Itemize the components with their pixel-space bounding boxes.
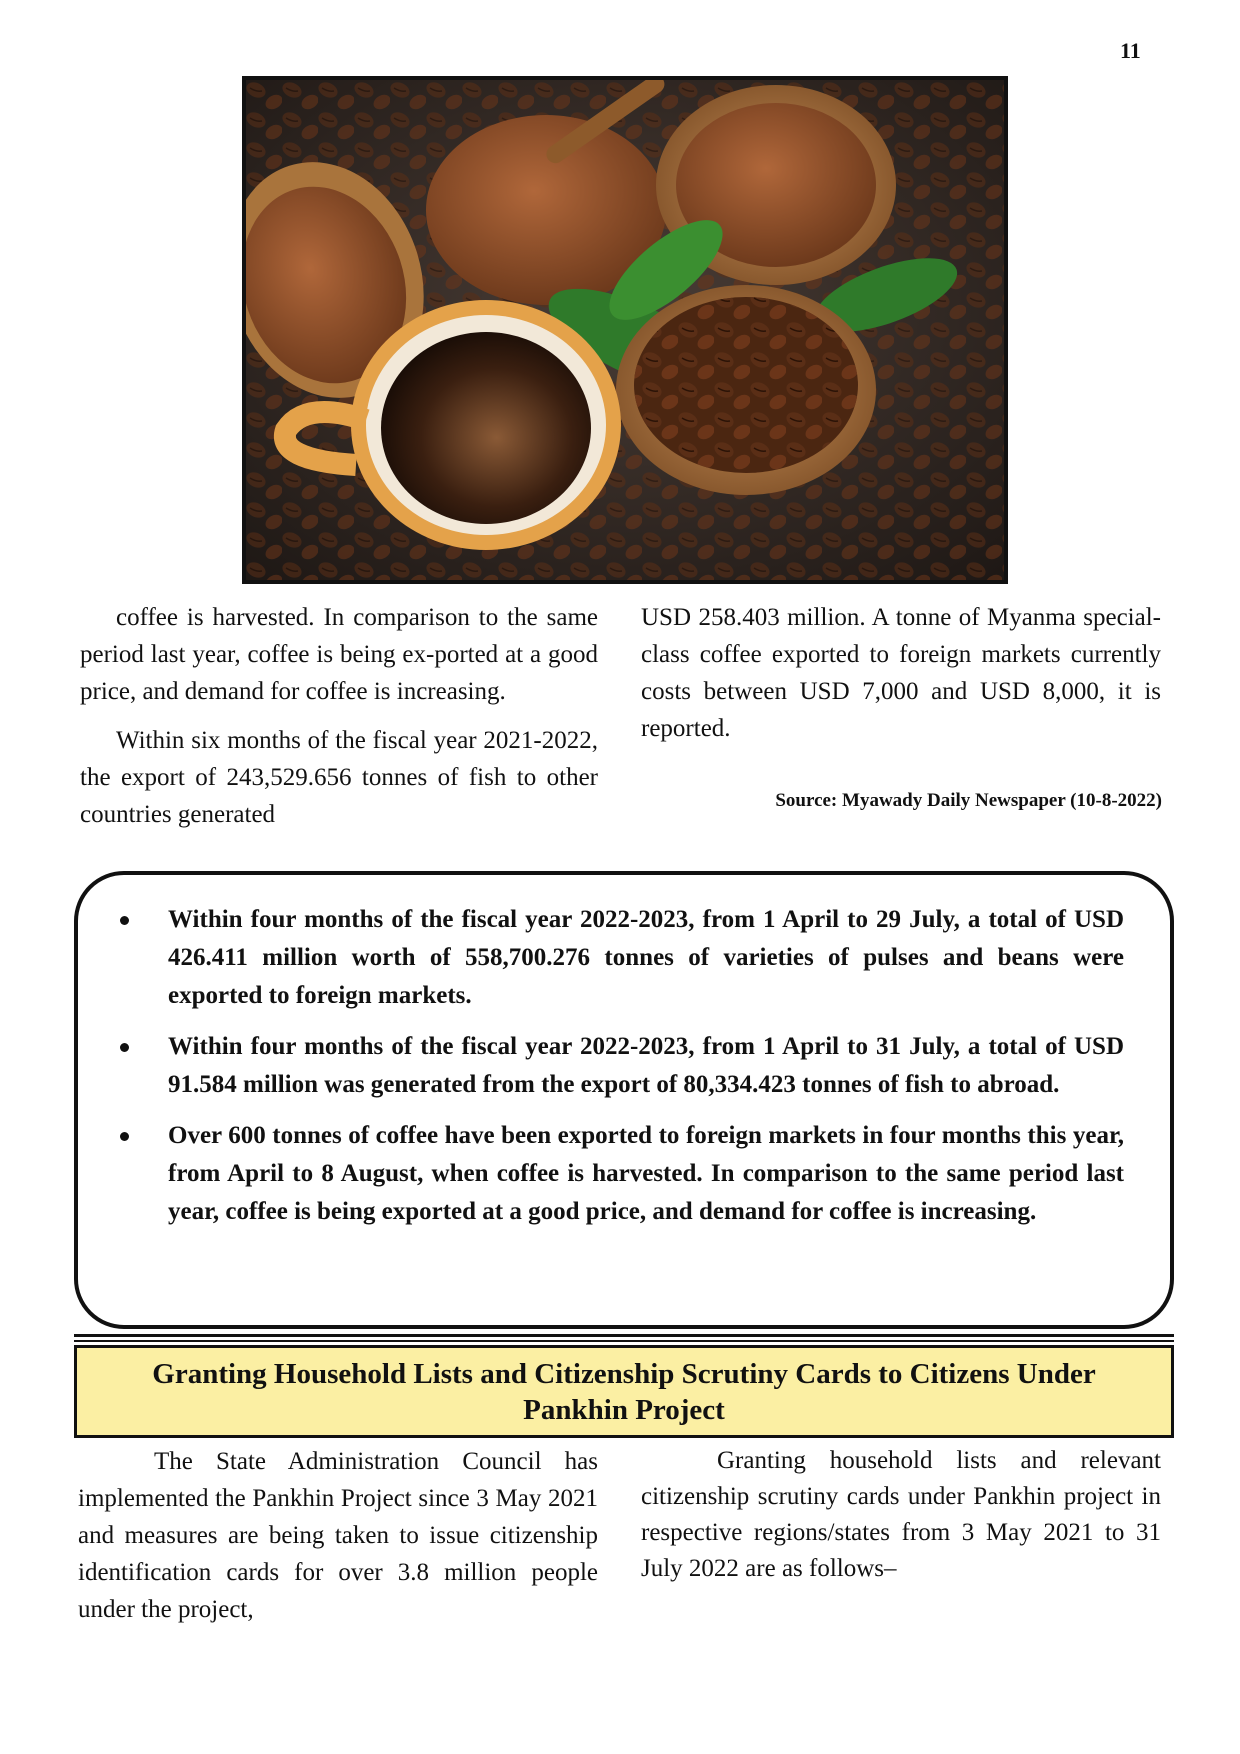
highlight-item xyxy=(106,901,1124,1015)
section-divider xyxy=(74,1334,1174,1342)
right-column-top xyxy=(641,599,1161,747)
left-bottom-paragraph-1: The State Administration Council has implemented the Pankhin Project since 3 May 2021 and measures are being taken to issue citizenship identification cards for over 3.8 million people under the project, xyxy=(78,1448,598,1623)
highlight-list xyxy=(106,901,1124,1244)
highlight-text: Within four months of the fiscal year 2022-2023, from 1 April to 31 July, a total of USD 91.584 million was generated from the export of 80,334.423 tonnes of fish to abroad. xyxy=(168,1033,1124,1098)
section-heading: Granting Household Lists and Citizenship Scrutiny Cards to Citizens Under Pankhin Project xyxy=(152,1357,1096,1426)
highlight-item xyxy=(106,1117,1124,1231)
left-top-paragraph-2: Within six months of the fiscal year 2021-2022, the export of 243,529.656 tonnes of fish to other countries generated xyxy=(80,727,598,828)
coffee-photo-art xyxy=(246,80,1004,580)
right-column-bottom xyxy=(641,1443,1161,1587)
highlight-text: Within four months of the fiscal year 2022-2023, from 1 April to 29 July, a total of USD 426.411 million worth of 558,700.276 tonnes of varieties of pulses and beans were exported to foreign markets. xyxy=(168,906,1124,1009)
bullet-icon xyxy=(120,1043,129,1052)
section-heading-box xyxy=(74,1345,1174,1438)
page-number: 11 xyxy=(1120,38,1141,63)
bullet-icon xyxy=(120,1132,129,1141)
highlight-item xyxy=(106,1028,1124,1104)
source-citation: Source: Myawady Daily Newspaper (10-8-2022) xyxy=(775,790,1162,811)
highlight-box xyxy=(74,871,1174,1329)
left-column-bottom xyxy=(78,1443,598,1628)
left-top-paragraph-1: coffee is harvested. In comparison to the same period last year, coffee is being ex-ported at a good price, and demand for coffee is increasing. xyxy=(80,604,598,705)
coffee-photo xyxy=(242,76,1008,584)
bullet-icon xyxy=(120,916,129,925)
highlight-text: Over 600 tonnes of coffee have been exported to foreign markets in four months this year, from April to 8 August, when coffee is harvested. In comparison to the same period last year, coffee is being exported at a good price, and demand for coffee is increasing. xyxy=(168,1122,1124,1225)
right-bottom-paragraph-1: Granting household lists and relevant citizenship scrutiny cards under Pankhin project in respective regions/states from 3 May 2021 to 31 July 2022 are as follows– xyxy=(641,1447,1161,1582)
right-top-paragraph-1: USD 258.403 million. A tonne of Myanma special-class coffee exported to foreign markets currently costs between USD 7,000 and USD 8,000, it is reported. xyxy=(641,604,1161,742)
left-column-top xyxy=(80,599,598,833)
